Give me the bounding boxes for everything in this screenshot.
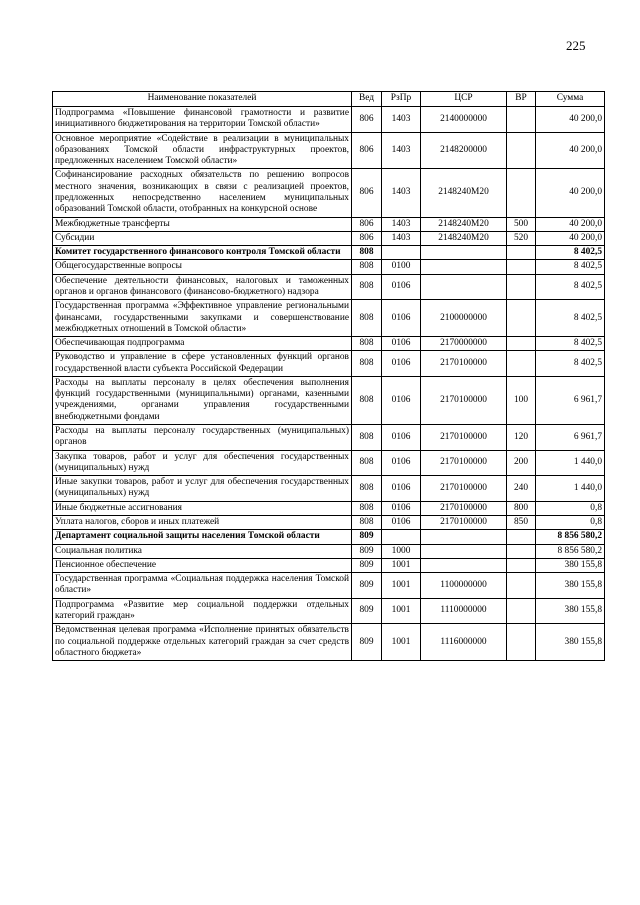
cell-ved: 809 bbox=[352, 624, 382, 661]
cell-sum: 0,8 bbox=[536, 516, 605, 530]
cell-vr bbox=[507, 573, 536, 599]
table-header-row bbox=[53, 92, 605, 107]
cell-name: Подпрограмма «Развитие мер социальной поддержки отдельных категорий граждан» bbox=[53, 598, 352, 624]
cell-vr: 850 bbox=[507, 516, 536, 530]
cell-sum: 380 155,8 bbox=[536, 598, 605, 624]
cell-csr bbox=[421, 544, 507, 558]
cell-ved: 809 bbox=[352, 573, 382, 599]
cell-csr: 2170100000 bbox=[421, 501, 507, 515]
cell-csr bbox=[421, 530, 507, 544]
cell-ved: 808 bbox=[352, 450, 382, 476]
cell-csr bbox=[421, 558, 507, 572]
cell-csr: 2100000000 bbox=[421, 300, 507, 337]
cell-name: Государственная программа «Социальная поддержка населения Томской области» bbox=[53, 573, 352, 599]
cell-name: Субсидии bbox=[53, 231, 352, 245]
cell-rzpr: 0106 bbox=[382, 425, 421, 451]
cell-sum: 6 961,7 bbox=[536, 376, 605, 424]
cell-csr bbox=[421, 246, 507, 260]
cell-rzpr: 0106 bbox=[382, 351, 421, 377]
table-row bbox=[53, 300, 605, 337]
cell-rzpr: 1403 bbox=[382, 169, 421, 217]
table-row bbox=[53, 107, 605, 133]
cell-name: Социальная политика bbox=[53, 544, 352, 558]
cell-rzpr: 0106 bbox=[382, 300, 421, 337]
cell-vr: 500 bbox=[507, 217, 536, 231]
cell-vr: 240 bbox=[507, 476, 536, 502]
cell-name: Расходы на выплаты персоналу в целях обеспечения выполнения функций государственными (муниципальными) органами, казенными учреждениями, органами управления государственными внебюджетными фондами bbox=[53, 376, 352, 424]
table-row bbox=[53, 217, 605, 231]
cell-vr bbox=[507, 351, 536, 377]
cell-name: Закупка товаров, работ и услуг для обеспечения государственных (муниципальных) нужд bbox=[53, 450, 352, 476]
cell-name: Пенсионное обеспечение bbox=[53, 558, 352, 572]
table-row bbox=[53, 425, 605, 451]
cell-name: Государственная программа «Эффективное управление региональными финансами, государственными закупками и совершенствование межбюджетных отношений в Томской области» bbox=[53, 300, 352, 337]
cell-sum: 8 402,5 bbox=[536, 274, 605, 300]
cell-vr bbox=[507, 132, 536, 169]
cell-name: Обеспечивающая подпрограмма bbox=[53, 337, 352, 351]
cell-csr: 2170100000 bbox=[421, 376, 507, 424]
cell-ved: 808 bbox=[352, 501, 382, 515]
table-row bbox=[53, 376, 605, 424]
cell-rzpr: 0106 bbox=[382, 501, 421, 515]
section-row bbox=[53, 530, 605, 544]
cell-sum: 40 200,0 bbox=[536, 169, 605, 217]
cell-rzpr bbox=[382, 530, 421, 544]
cell-rzpr: 1403 bbox=[382, 132, 421, 169]
cell-csr: 1100000000 bbox=[421, 573, 507, 599]
table-row bbox=[53, 274, 605, 300]
cell-csr bbox=[421, 260, 507, 274]
cell-sum: 380 155,8 bbox=[536, 573, 605, 599]
cell-name: Комитет государственного финансового контроля Томской области bbox=[53, 246, 352, 260]
table-row bbox=[53, 544, 605, 558]
table-row bbox=[53, 476, 605, 502]
cell-csr: 2170100000 bbox=[421, 351, 507, 377]
cell-sum: 0,8 bbox=[536, 501, 605, 515]
header-rzpr: РзПр bbox=[382, 92, 421, 107]
cell-ved: 806 bbox=[352, 107, 382, 133]
cell-ved: 808 bbox=[352, 516, 382, 530]
section-row bbox=[53, 246, 605, 260]
cell-ved: 809 bbox=[352, 544, 382, 558]
cell-name: Уплата налогов, сборов и иных платежей bbox=[53, 516, 352, 530]
cell-csr: 2170100000 bbox=[421, 425, 507, 451]
cell-vr bbox=[507, 246, 536, 260]
cell-name: Департамент социальной защиты населения Томской области bbox=[53, 530, 352, 544]
table-row bbox=[53, 598, 605, 624]
table-row bbox=[53, 260, 605, 274]
cell-sum: 6 961,7 bbox=[536, 425, 605, 451]
table-row bbox=[53, 351, 605, 377]
cell-sum: 380 155,8 bbox=[536, 624, 605, 661]
cell-ved: 808 bbox=[352, 351, 382, 377]
cell-vr bbox=[507, 300, 536, 337]
cell-ved: 808 bbox=[352, 476, 382, 502]
cell-csr: 1110000000 bbox=[421, 598, 507, 624]
cell-csr: 2148240М20 bbox=[421, 217, 507, 231]
cell-ved: 806 bbox=[352, 231, 382, 245]
cell-vr bbox=[507, 107, 536, 133]
cell-sum: 8 856 580,2 bbox=[536, 544, 605, 558]
cell-name: Расходы на выплаты персоналу государственных (муниципальных) органов bbox=[53, 425, 352, 451]
cell-name: Иные закупки товаров, работ и услуг для обеспечения государственных (муниципальных) нужд bbox=[53, 476, 352, 502]
page-number: 225 bbox=[566, 38, 586, 53]
cell-ved: 808 bbox=[352, 300, 382, 337]
cell-rzpr: 1001 bbox=[382, 624, 421, 661]
cell-vr: 120 bbox=[507, 425, 536, 451]
cell-rzpr: 1001 bbox=[382, 573, 421, 599]
cell-rzpr: 1403 bbox=[382, 231, 421, 245]
cell-ved: 808 bbox=[352, 260, 382, 274]
table-row bbox=[53, 169, 605, 217]
cell-vr bbox=[507, 624, 536, 661]
cell-rzpr bbox=[382, 246, 421, 260]
cell-vr bbox=[507, 544, 536, 558]
table-row bbox=[53, 337, 605, 351]
cell-vr bbox=[507, 530, 536, 544]
cell-sum: 1 440,0 bbox=[536, 476, 605, 502]
header-vr: ВР bbox=[507, 92, 536, 107]
cell-sum: 8 402,5 bbox=[536, 337, 605, 351]
cell-vr bbox=[507, 337, 536, 351]
cell-name: Подпрограмма «Повышение финансовой грамотности и развитие инициативного бюджетирования на территории Томской области» bbox=[53, 107, 352, 133]
cell-ved: 809 bbox=[352, 558, 382, 572]
cell-sum: 40 200,0 bbox=[536, 132, 605, 169]
cell-vr bbox=[507, 260, 536, 274]
cell-ved: 808 bbox=[352, 376, 382, 424]
cell-rzpr: 0106 bbox=[382, 476, 421, 502]
cell-name: Софинансирование расходных обязательств по решению вопросов местного значения, возникающих в связи с реализацией проектов, предложенных непосредственно населением муниципальных образований Томской области, отобранных на конкурсной основе bbox=[53, 169, 352, 217]
cell-sum: 8 402,5 bbox=[536, 300, 605, 337]
header-ved: Вед bbox=[352, 92, 382, 107]
cell-vr bbox=[507, 274, 536, 300]
cell-rzpr: 1403 bbox=[382, 107, 421, 133]
cell-rzpr: 0100 bbox=[382, 260, 421, 274]
cell-vr: 100 bbox=[507, 376, 536, 424]
header-sum: Сумма bbox=[536, 92, 605, 107]
cell-vr bbox=[507, 598, 536, 624]
cell-sum: 8 402,5 bbox=[536, 351, 605, 377]
cell-ved: 808 bbox=[352, 246, 382, 260]
cell-name: Межбюджетные трансферты bbox=[53, 217, 352, 231]
cell-rzpr: 1000 bbox=[382, 544, 421, 558]
cell-ved: 808 bbox=[352, 274, 382, 300]
cell-ved: 806 bbox=[352, 132, 382, 169]
cell-ved: 809 bbox=[352, 530, 382, 544]
cell-vr bbox=[507, 558, 536, 572]
table-row bbox=[53, 558, 605, 572]
cell-sum: 40 200,0 bbox=[536, 107, 605, 133]
cell-csr: 2170100000 bbox=[421, 516, 507, 530]
header-name: Наименование показателей bbox=[53, 92, 352, 107]
cell-sum: 380 155,8 bbox=[536, 558, 605, 572]
cell-csr: 2170100000 bbox=[421, 476, 507, 502]
cell-csr: 2148240М20 bbox=[421, 231, 507, 245]
cell-ved: 808 bbox=[352, 337, 382, 351]
cell-sum: 8 856 580,2 bbox=[536, 530, 605, 544]
cell-vr: 800 bbox=[507, 501, 536, 515]
cell-name: Общегосударственные вопросы bbox=[53, 260, 352, 274]
cell-rzpr: 1403 bbox=[382, 217, 421, 231]
cell-ved: 806 bbox=[352, 217, 382, 231]
cell-rzpr: 0106 bbox=[382, 516, 421, 530]
cell-rzpr: 0106 bbox=[382, 337, 421, 351]
cell-ved: 808 bbox=[352, 425, 382, 451]
cell-ved: 809 bbox=[352, 598, 382, 624]
cell-vr: 520 bbox=[507, 231, 536, 245]
table-body bbox=[53, 107, 605, 661]
cell-csr: 2170000000 bbox=[421, 337, 507, 351]
table-row bbox=[53, 450, 605, 476]
header-csr: ЦСР bbox=[421, 92, 507, 107]
table-row bbox=[53, 516, 605, 530]
table-row bbox=[53, 231, 605, 245]
cell-sum: 8 402,5 bbox=[536, 260, 605, 274]
cell-sum: 8 402,5 bbox=[536, 246, 605, 260]
table-row bbox=[53, 501, 605, 515]
cell-name: Иные бюджетные ассигнования bbox=[53, 501, 352, 515]
cell-name: Обеспечение деятельности финансовых, налоговых и таможенных органов и органов финансового (финансово-бюджетного) надзора bbox=[53, 274, 352, 300]
cell-name: Ведомственная целевая программа «Исполнение принятых обязательств по социальной поддержке отдельных категорий граждан за счет средств областного бюджета» bbox=[53, 624, 352, 661]
budget-table bbox=[52, 91, 605, 661]
cell-sum: 40 200,0 bbox=[536, 217, 605, 231]
cell-csr bbox=[421, 274, 507, 300]
cell-vr: 200 bbox=[507, 450, 536, 476]
cell-sum: 1 440,0 bbox=[536, 450, 605, 476]
cell-name: Основное мероприятие «Содействие в реализации в муниципальных образованиях Томской области инфраструктурных проектов, предложенных населением Томской области» bbox=[53, 132, 352, 169]
cell-sum: 40 200,0 bbox=[536, 231, 605, 245]
cell-rzpr: 1001 bbox=[382, 598, 421, 624]
cell-rzpr: 0106 bbox=[382, 450, 421, 476]
cell-csr: 2140000000 bbox=[421, 107, 507, 133]
cell-rzpr: 0106 bbox=[382, 274, 421, 300]
cell-rzpr: 1001 bbox=[382, 558, 421, 572]
cell-csr: 1116000000 bbox=[421, 624, 507, 661]
cell-csr: 2148240М20 bbox=[421, 169, 507, 217]
cell-name: Руководство и управление в сфере установленных функций органов государственной власти субъекта Российской Федерации bbox=[53, 351, 352, 377]
cell-rzpr: 0106 bbox=[382, 376, 421, 424]
cell-ved: 806 bbox=[352, 169, 382, 217]
cell-vr bbox=[507, 169, 536, 217]
table-row bbox=[53, 624, 605, 661]
cell-csr: 2170100000 bbox=[421, 450, 507, 476]
cell-csr: 2148200000 bbox=[421, 132, 507, 169]
table-row bbox=[53, 573, 605, 599]
table-row bbox=[53, 132, 605, 169]
